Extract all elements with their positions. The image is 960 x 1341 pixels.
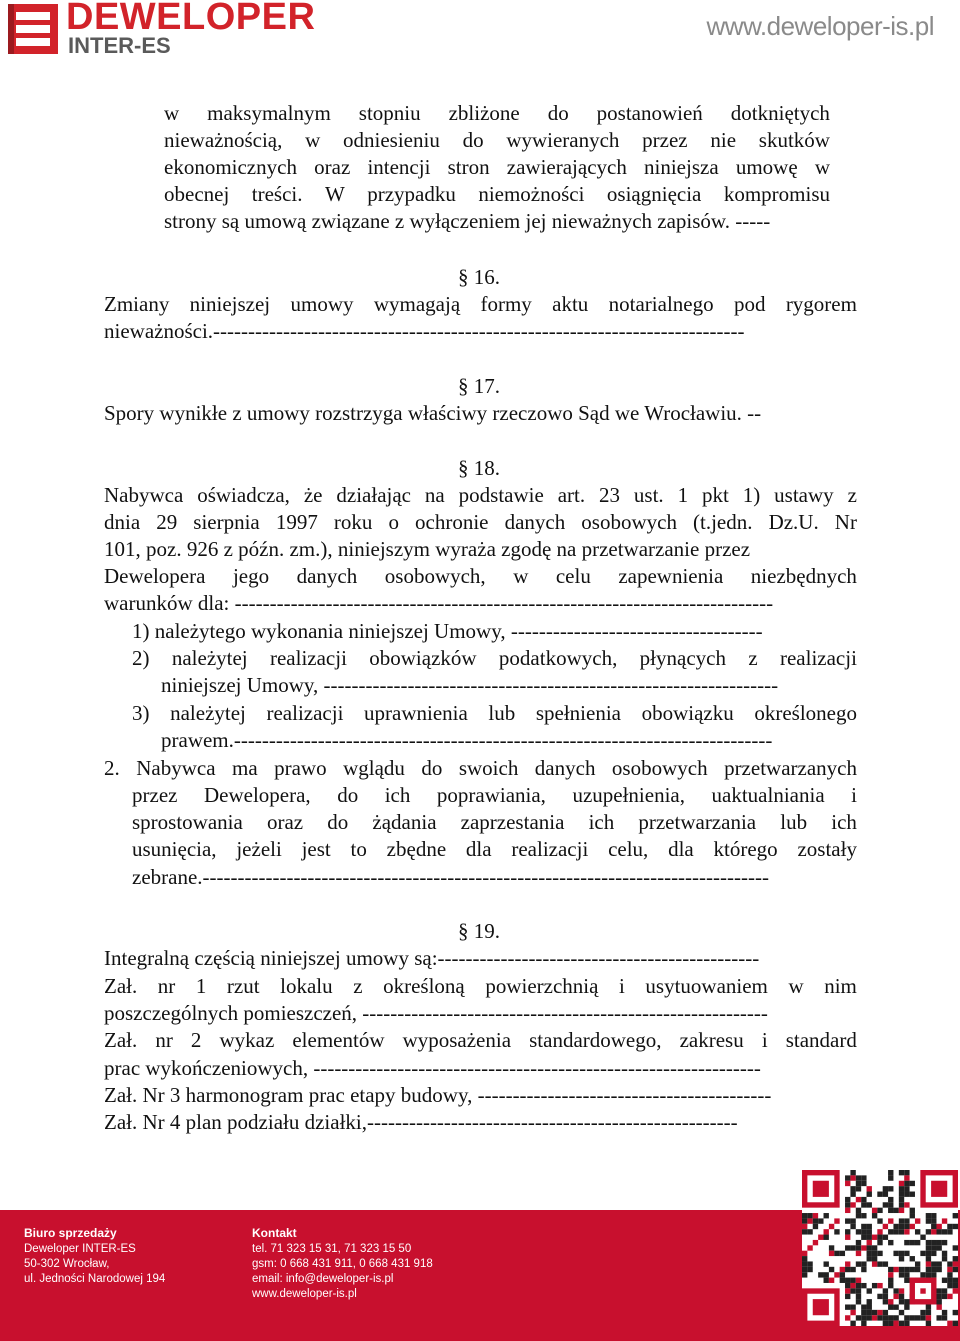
word: jeżeli	[236, 837, 282, 861]
word: rzut	[226, 974, 260, 998]
section-heading-16: § 16.	[458, 265, 500, 289]
list-item-2	[132, 645, 857, 672]
word: realizacji	[266, 701, 344, 725]
word: Nabywca	[136, 756, 216, 780]
word: wymagają	[373, 292, 461, 316]
paragraph-line: warunków dla: -----------------------------------------------------------------------------	[104, 591, 774, 615]
word: na	[424, 483, 445, 507]
header-website-url: www.deweloper-is.pl	[706, 11, 934, 41]
word: 2	[190, 1028, 202, 1052]
word: i	[851, 783, 857, 807]
word: nr	[155, 1028, 173, 1052]
word: aktu	[552, 292, 589, 316]
word: 23	[599, 483, 621, 507]
word: odniesieniu	[343, 128, 440, 152]
word: ich	[588, 810, 615, 834]
word: Zmiany	[104, 292, 170, 316]
word: spełnienia	[535, 701, 621, 725]
word: celu	[555, 564, 591, 588]
word: wykaz	[219, 1028, 275, 1052]
sales-office-title: Biuro sprzedaży	[24, 1226, 117, 1240]
word: w	[164, 101, 180, 125]
contact-title: Kontakt	[252, 1226, 297, 1240]
word: W	[324, 182, 345, 206]
word: Nabywca	[104, 483, 184, 507]
word: umowę	[735, 155, 798, 179]
paragraph-line: Spory wynikłe z umowy rozstrzyga właściwy rzeczowo Sąd we Wrocławiu. --	[104, 401, 762, 425]
word: Nr	[834, 510, 857, 534]
word: rygorem	[785, 292, 857, 316]
word: oraz	[266, 810, 304, 834]
word: formy	[480, 292, 532, 316]
word: przez	[132, 783, 178, 807]
paragraph-line	[164, 127, 830, 154]
brand-subtitle: INTER-ES	[68, 33, 171, 58]
word: zapewnienia	[618, 564, 724, 588]
word: wyposażenia	[402, 1028, 512, 1052]
word: 3)	[132, 701, 150, 725]
word: zbliżone	[448, 101, 520, 125]
word: działając	[336, 483, 411, 507]
word: Zał.	[104, 974, 138, 998]
word: z	[748, 646, 758, 670]
paragraph-line: poszczególnych pomieszczeń, ----------------------------------------------------------	[104, 1001, 768, 1025]
word: niezbędnych	[750, 564, 857, 588]
word: osobowych	[581, 510, 677, 534]
word: ekonomicznych	[164, 155, 297, 179]
word: określonego	[754, 701, 857, 725]
word: stron	[447, 155, 490, 179]
word: do	[421, 756, 443, 780]
word: danych	[534, 756, 596, 780]
word: zostały	[797, 837, 857, 861]
word: niniejszej	[189, 292, 271, 316]
paragraph-line	[132, 836, 857, 863]
word: zakresu	[679, 1028, 744, 1052]
word: standard	[785, 1028, 857, 1052]
word: Dz.U.	[768, 510, 819, 534]
word: ma	[231, 756, 258, 780]
word: uprawnienia	[364, 701, 468, 725]
word: o	[388, 510, 399, 534]
word: dla	[465, 837, 492, 861]
word: podatkowych,	[498, 646, 618, 670]
section-heading-17: § 17.	[458, 374, 500, 398]
word: standardowego,	[529, 1028, 662, 1052]
word: danych	[504, 510, 566, 534]
word: sprostowania	[132, 810, 243, 834]
word: i	[761, 1028, 768, 1052]
word: wglądu	[343, 756, 405, 780]
word: Dewelopera,	[203, 783, 311, 807]
word: (t.jedn.	[693, 510, 753, 534]
word: płynących	[639, 646, 726, 670]
paragraph-line	[104, 482, 857, 509]
word: sierpnia	[193, 510, 260, 534]
word: nieważnością,	[164, 128, 283, 152]
word: należytej	[171, 646, 248, 670]
word: ich	[384, 783, 411, 807]
word: realizacji	[269, 646, 347, 670]
word: niniejsza	[644, 155, 719, 179]
paragraph-line	[132, 809, 857, 836]
word: określoną	[383, 974, 465, 998]
word: kompromisu	[723, 182, 830, 206]
contact-gsm: gsm: 0 668 431 911, 0 668 431 918	[252, 1258, 433, 1270]
word: obowiązków	[369, 646, 477, 670]
word: dla	[668, 837, 694, 861]
word: do	[462, 128, 484, 152]
word: obecnej	[164, 182, 230, 206]
word: zaprzestania	[460, 810, 565, 834]
contact-phone: tel. 71 323 15 31, 71 323 15 50	[252, 1243, 412, 1255]
word: ochronie	[415, 510, 489, 534]
paragraph-line: zebrane.---------------------------------------------------------------------------------	[132, 865, 769, 889]
sales-office-line: Deweloper INTER-ES	[24, 1243, 136, 1255]
brand-name: DEWELOPER	[66, 0, 316, 38]
sales-office-line: ul. Jedności Narodowej 194	[24, 1273, 166, 1285]
word: pkt	[702, 483, 729, 507]
word: przetwarzanych	[724, 756, 857, 780]
paragraph-line	[104, 509, 857, 536]
word: niemożności	[478, 182, 585, 206]
word: postanowień	[596, 101, 703, 125]
word: zawierających	[506, 155, 627, 179]
word: jest	[301, 837, 331, 861]
word: w	[513, 564, 529, 588]
paragraph-line: Zał. Nr 4 plan podziału działki,-----------------------------------------------------	[104, 1110, 738, 1134]
word: oraz	[314, 155, 351, 179]
word: roku	[333, 510, 373, 534]
sales-office-block	[24, 1226, 165, 1287]
building-logo-icon	[6, 2, 60, 56]
word: żądania	[372, 810, 437, 834]
contact-email[interactable]: email: info@deweloper-is.pl	[252, 1273, 394, 1285]
word: danych	[296, 564, 358, 588]
word: 1	[677, 483, 689, 507]
list-item-2-cont: niniejszej Umowy, -----------------------------------------------------------------	[161, 673, 779, 697]
word: usunięcia,	[132, 837, 217, 861]
word: stopniu	[358, 101, 421, 125]
word: realizacji	[779, 646, 857, 670]
word: należytej	[170, 701, 246, 725]
word: wywieranych	[506, 128, 620, 152]
word: Dewelopera	[104, 564, 206, 588]
contact-website[interactable]: www.deweloper-is.pl	[252, 1288, 357, 1300]
word: ustawy	[774, 483, 834, 507]
list-item-3	[132, 700, 857, 727]
word: dnia	[104, 510, 141, 534]
paragraph-line: prac wykończeniowych, ----------------------------------------------------------------	[104, 1056, 761, 1080]
sales-office-line: 50-302 Wrocław,	[24, 1258, 110, 1270]
word: nim	[824, 974, 857, 998]
word: oświadcza,	[197, 483, 290, 507]
word: przez	[642, 128, 688, 152]
word: uaktualniania	[711, 783, 825, 807]
paragraph-line: 101, poz. 926 z późn. zm.), niniejszym wyraża zgodę na przetwarzanie przez	[104, 537, 751, 561]
word: osobowych,	[384, 564, 486, 588]
paragraph-line	[104, 973, 857, 1000]
word: ust.	[633, 483, 664, 507]
paragraph-line	[104, 1027, 857, 1054]
word: z	[847, 483, 857, 507]
word: swoich	[458, 756, 519, 780]
paragraph-line	[132, 782, 857, 809]
word: umowy	[290, 292, 354, 316]
paragraph-line	[104, 291, 857, 318]
word: Zał.	[104, 1028, 138, 1052]
word: to	[350, 837, 367, 861]
word: że	[303, 483, 323, 507]
word: obowiązku	[641, 701, 734, 725]
word: art.	[557, 483, 586, 507]
word: podstawie	[458, 483, 544, 507]
word: maksymalnym	[207, 101, 331, 125]
word: lub	[780, 810, 808, 834]
word: celu,	[608, 837, 649, 861]
word: 1)	[742, 483, 761, 507]
word: pod	[733, 292, 766, 316]
paragraph-line: Integralną częścią niniejszej umowy są:----------------------------------------------	[104, 946, 760, 970]
word: w	[305, 128, 321, 152]
page-header	[0, 0, 960, 70]
word: 2)	[132, 646, 150, 670]
paragraph-line: Zał. Nr 3 harmonogram prac etapy budowy, ------------------------------------------	[104, 1083, 772, 1107]
section-heading-18: § 18.	[458, 456, 500, 480]
word: poprawiania,	[436, 783, 546, 807]
word: skutków	[758, 128, 830, 152]
word: lokalu	[280, 974, 333, 998]
section-heading-19: § 19.	[458, 919, 500, 943]
word: do	[327, 810, 349, 834]
list-item-1: 1) należytego wykonania niniejszej Umowy, ------------------------------------	[132, 619, 763, 643]
word: osobowych	[611, 756, 708, 780]
paragraph-line	[164, 154, 830, 181]
word: i	[619, 974, 625, 998]
word: 1	[195, 974, 207, 998]
word: do	[337, 783, 359, 807]
paragraph-line	[104, 563, 857, 590]
word: prawo	[274, 756, 327, 780]
list-item-3-cont: prawem.-----------------------------------------------------------------------------	[161, 728, 773, 752]
contact-block	[252, 1226, 433, 1302]
word: usytuowaniem	[645, 974, 768, 998]
paragraph-line	[164, 100, 830, 127]
word: 2.	[104, 756, 120, 780]
word: przypadku	[367, 182, 456, 206]
word: notarialnego	[608, 292, 714, 316]
word: jego	[232, 564, 270, 588]
word: osiągnięcia	[606, 182, 702, 206]
word: ich	[831, 810, 857, 834]
word: w	[788, 974, 804, 998]
paragraph-line	[164, 181, 830, 208]
qr-code-icon[interactable]	[802, 1170, 958, 1326]
paragraph-line: nieważności.----------------------------------------------------------------------------	[104, 319, 745, 343]
word: 29	[156, 510, 178, 534]
word: 1997	[275, 510, 318, 534]
word: do	[547, 101, 569, 125]
word: w	[814, 155, 830, 179]
word: uzupełnienia,	[572, 783, 685, 807]
word: intencji	[367, 155, 431, 179]
word: treści.	[251, 182, 303, 206]
word: lub	[488, 701, 516, 725]
word: powierzchnią	[485, 974, 599, 998]
word: z	[353, 974, 363, 998]
word: elementów	[292, 1028, 385, 1052]
paragraph-line: strony są umową związane z wyłączeniem jej nieważnych zapisów. -----	[164, 209, 771, 233]
word: nr	[157, 974, 176, 998]
word: zbędne	[386, 837, 447, 861]
word: dotkniętych	[730, 101, 830, 125]
word: którego	[713, 837, 778, 861]
paragraph-line	[104, 755, 857, 782]
word: realizacji	[511, 837, 589, 861]
word: przetwarzania	[638, 810, 757, 834]
word: nie	[710, 128, 737, 152]
